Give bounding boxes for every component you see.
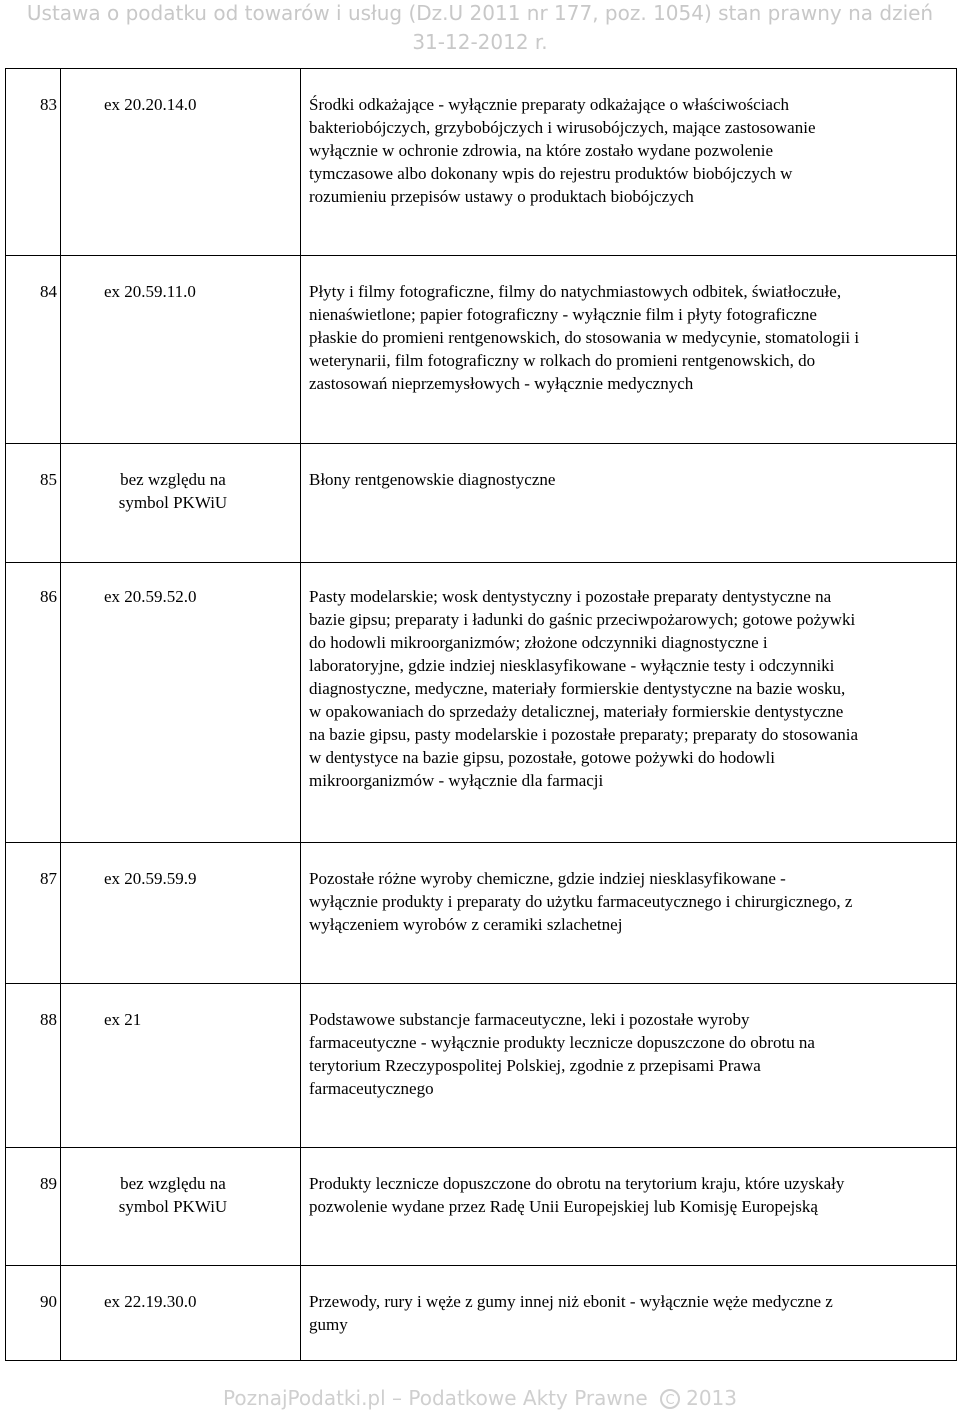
description-line: Przewody, rury i węże z gumy innej niż ebonit - wyłącznie węże medyczne z xyxy=(309,1292,833,1311)
description-line: zastosowań nieprzemysłowych - wyłącznie medycznych xyxy=(309,374,694,393)
description-line: Produkty lecznicze dopuszczone do obrotu na terytorium kraju, które uzyskały xyxy=(309,1174,845,1193)
row-number-cell xyxy=(6,843,61,984)
pkwiu-symbol-cell xyxy=(61,563,301,843)
description-cell xyxy=(301,843,957,984)
row-number: 85 xyxy=(40,470,57,489)
description-line: Pozostałe różne wyroby chemiczne, gdzie indziej niesklasyfikowane - xyxy=(309,869,786,888)
pkwiu-symbol: ex 20.20.14.0 xyxy=(104,95,197,114)
row-number-cell xyxy=(6,69,61,256)
page-header xyxy=(0,0,960,57)
header-title-line2: 31-12-2012 r. xyxy=(412,30,548,54)
pkwiu-symbol-cell xyxy=(61,843,301,984)
row-number-cell xyxy=(6,1148,61,1266)
table-row xyxy=(6,1266,957,1361)
row-number-cell xyxy=(6,1266,61,1361)
description-line: płaskie do promieni rentgenowskich, do stosowania w medycynie, stomatologii i xyxy=(309,328,860,347)
table-row xyxy=(6,69,957,256)
description-line: Błony rentgenowskie diagnostyczne xyxy=(309,470,556,489)
description-line: weterynarii, film fotograficzny w rolkach do promieni rentgenowskich, do xyxy=(309,351,816,370)
description-line: Płyty i filmy fotograficzne, filmy do natychmiastowych odbitek, światłoczułe, xyxy=(309,282,842,301)
description-line: bakteriobójczych, grzybobójczych i wirusobójczych, mające zastosowanie xyxy=(309,118,816,137)
description-cell xyxy=(301,984,957,1148)
description-line: wyłączeniem wyrobów z ceramiki szlachetnej xyxy=(309,915,623,934)
footer-site: PoznajPodatki.pl xyxy=(222,1386,386,1410)
pkwiu-symbol-line: bez względu na xyxy=(120,470,226,489)
pkwiu-symbol: ex 22.19.30.0 xyxy=(104,1292,197,1311)
description-line: Pasty modelarskie; wosk dentystyczny i pozostałe preparaty dentystyczne na xyxy=(309,587,832,606)
description-cell xyxy=(301,563,957,843)
row-number: 83 xyxy=(40,95,57,114)
row-number: 89 xyxy=(40,1174,57,1193)
pkwiu-symbol-line: symbol PKWiU xyxy=(118,493,228,512)
description-cell xyxy=(301,444,957,563)
row-number-cell xyxy=(6,256,61,444)
description-line: w opakowaniach do sprzedaży detalicznej, materiały formierskie dentystyczne xyxy=(309,702,844,721)
description-cell xyxy=(301,1266,957,1361)
goods-table xyxy=(5,68,957,1361)
description-line: mikroorganizmów - wyłącznie dla farmacji xyxy=(309,771,604,790)
description-line: wyłącznie produkty i preparaty do użytku farmaceutycznego i chirurgicznego, z xyxy=(309,892,853,911)
table-row xyxy=(6,843,957,984)
table-row xyxy=(6,256,957,444)
pkwiu-symbol-line: bez względu na xyxy=(120,1174,226,1193)
table-row xyxy=(6,444,957,563)
description-line: gumy xyxy=(309,1315,348,1334)
pkwiu-symbol-line: symbol PKWiU xyxy=(118,1197,228,1216)
pkwiu-symbol-cell xyxy=(61,69,301,256)
table-row xyxy=(6,984,957,1148)
description-line: Podstawowe substancje farmaceutyczne, leki i pozostałe wyroby xyxy=(309,1010,750,1029)
row-number: 88 xyxy=(40,1010,57,1029)
row-number: 86 xyxy=(40,587,57,606)
table-row xyxy=(6,563,957,843)
row-number: 84 xyxy=(40,282,57,301)
pkwiu-symbol-cell xyxy=(61,444,301,563)
description-line: pozwolenie wydane przez Radę Unii Europejskiej lub Komisję Europejską xyxy=(309,1197,818,1216)
table-row xyxy=(6,1148,957,1266)
row-number: 87 xyxy=(40,869,57,888)
description-line: terytorium Rzeczypospolitej Polskiej, zgodnie z przepisami Prawa xyxy=(309,1056,761,1075)
description-line: bazie gipsu; preparaty i ładunki do gaśnic przeciwpożarowych; gotowe pożywki xyxy=(309,610,856,629)
header-title-line1: Ustawa o podatku od towarów i usług (Dz.U 2011 nr 177, poz. 1054) stan prawny na dzień xyxy=(26,1,934,25)
goods-table-body xyxy=(6,69,957,1361)
pkwiu-symbol-cell xyxy=(61,1266,301,1361)
row-number-cell xyxy=(6,444,61,563)
description-line: w dentystyce na bazie gipsu, pozostałe, gotowe pożywki do hodowli xyxy=(309,748,775,767)
description-line: farmaceutycznego xyxy=(309,1079,434,1098)
description-line: diagnostyczne, medyczne, materiały formierskie dentystyczne na bazie wosku, xyxy=(309,679,846,698)
description-line: nienaświetlone; papier fotograficzny - wyłącznie film i płyty fotograficzne xyxy=(309,305,817,324)
row-number: 90 xyxy=(40,1292,57,1311)
description-line: wyłącznie w ochronie zdrowia, na które zostało wydane pozwolenie xyxy=(309,141,774,160)
description-line: rozumieniu przepisów ustawy o produktach biobójczych xyxy=(309,187,694,206)
description-line: do hodowli mikroorganizmów; złożone odczynniki diagnostyczne i xyxy=(309,633,768,652)
pkwiu-symbol-cell xyxy=(61,1148,301,1266)
page-footer xyxy=(0,1384,960,1412)
row-number-cell xyxy=(6,563,61,843)
description-line: laboratoryjne, gdzie indziej niesklasyfikowane - wyłącznie testy i odczynniki xyxy=(309,656,835,675)
description-line: farmaceutyczne - wyłącznie produkty lecznicze dopuszczone do obrotu na xyxy=(309,1033,815,1052)
footer-separator: – xyxy=(392,1386,403,1410)
row-number-cell xyxy=(6,984,61,1148)
pkwiu-symbol-cell xyxy=(61,984,301,1148)
footer-year: 2013 xyxy=(686,1386,737,1410)
description-line: tymczasowe albo dokonany wpis do rejestru produktów biobójczych w xyxy=(309,164,793,183)
footer-tagline: Podatkowe Akty Prawne xyxy=(408,1386,648,1410)
description-cell xyxy=(301,256,957,444)
pkwiu-symbol-cell xyxy=(61,256,301,444)
pkwiu-symbol: ex 20.59.11.0 xyxy=(104,282,196,301)
pkwiu-symbol: ex 20.59.59.9 xyxy=(104,869,197,888)
description-cell xyxy=(301,69,957,256)
pkwiu-symbol: ex 21 xyxy=(104,1010,142,1029)
description-line: na bazie gipsu, pasty modelarskie i pozostałe preparaty; preparaty do stosowania xyxy=(309,725,859,744)
description-line: Środki odkażające - wyłącznie preparaty odkażające o właściwościach xyxy=(309,95,790,114)
description-cell xyxy=(301,1148,957,1266)
copyright-icon: C xyxy=(660,1389,680,1409)
pkwiu-symbol: ex 20.59.52.0 xyxy=(104,587,197,606)
